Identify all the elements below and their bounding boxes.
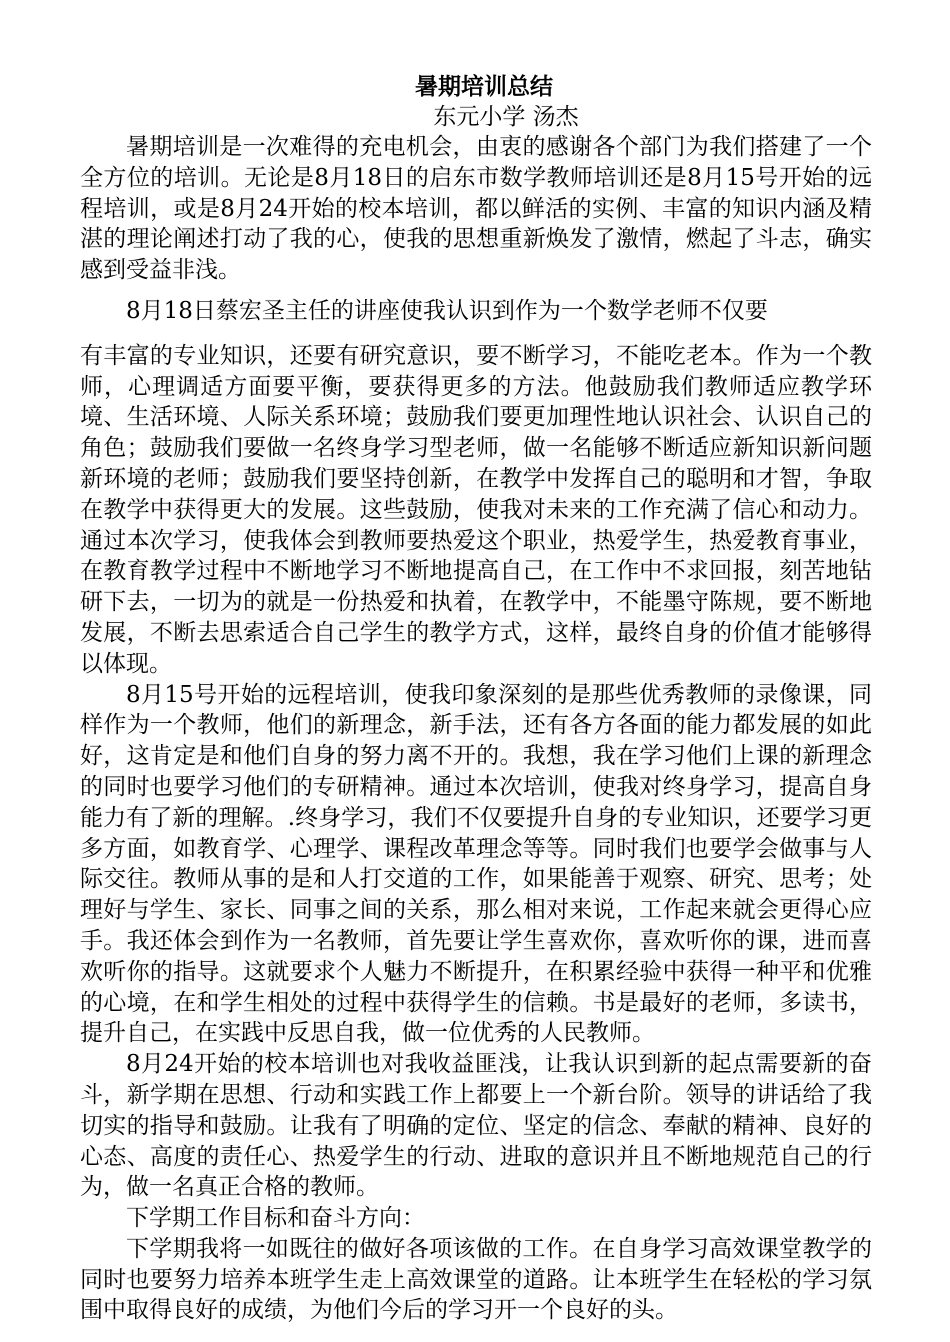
document-page (80, 72, 872, 1326)
paragraph-lecture-lead: 8月18日蔡宏圣主任的讲座使我认识到作为一个数学老师不仅要 (126, 297, 768, 324)
paragraph-intro: 暑期培训是一次难得的充电机会，由衷的感谢各个部门为我们搭建了一个全方位的培训。无论是8月18日的启东市数学教师培训还是8月15号开始的远程培训，或是8月24开始的校本培训，都以鲜活的实例、丰富的知识内涵及精湛的理论阐述打动了我的心，使我的思想重新焕发了激情，燃起了斗志，确实感到受益非浅。 (80, 134, 872, 284)
paragraph-school-training: 8月24开始的校本培训也对我收益匪浅，让我认识到新的起点需要新的奋斗，新学期在思想、行动和实践工作上都要上一个新台阶。领导的讲话给了我切实的指导和鼓励。让我有了明确的定位、坚定的信念、奉献的精神、良好的心态、高度的责任心、热爱学生的行动、进取的意识并且不断地规范自己的行为，做一名真正合格的教师。 (80, 1051, 872, 1201)
document-author: 东元小学 汤杰 (433, 104, 579, 130)
paragraph-goals-heading: 下学期工作目标和奋斗方向： (126, 1205, 425, 1232)
document-title: 暑期培训总结 (415, 73, 553, 100)
paragraph-lecture-body: 有丰富的专业知识，还要有研究意识，要不断学习，不能吃老本。作为一个教师，心理调适方面要平衡，要获得更多的方法。他鼓励我们教师适应教学环境、生活环境、人际关系环境；鼓励我们要更加理性地认识社会、认识自己的角色；鼓励我们要做一名终身学习型老师，做一名能够不断适应新知识新问题新环境的老师；鼓励我们要坚持创新，在教学中发挥自己的聪明和才智，争取在教学中获得更大的发展。这些鼓励，使我对未来的工作充满了信心和动力。通过本次学习，使我体会到教师要热爱这个职业，热爱学生，热爱教育事业，在教育教学过程中不断地学习不断地提高自己，在工作中不求回报，刻苦地钻研下去，一切为的就是一份热爱和执着，在教学中，不能墨守陈规，要不断地发展，不断去思索适合自己学生的教学方式，这样，最终自身的价值才能够得以体现。 (80, 342, 872, 677)
paragraph-goals-body: 下学期我将一如既往的做好各项该做的工作。在自身学习高效课堂教学的同时也要努力培养本班学生走上高效课堂的道路。让本班学生在轻松的学习氛围中取得良好的成绩，为他们今后的学习开一个良好的头。 (80, 1235, 872, 1324)
paragraph-remote-training: 8月15号开始的远程培训，使我印象深刻的是那些优秀教师的录像课，同样作为一个教师，他们的新理念，新手法，还有各方各面的能力都发展的如此好，这肯定是和他们自身的努力离不开的。我想，我在学习他们上课的新理念的同时也要学习他们的专研精神。通过本次培训，使我对终身学习，提高自身能力有了新的理解。.终身学习，我们不仅要提升自身的专业知识，还要学习更多方面，如教育学、心理学、课程改革理念等等。同时我们也要学会做事与人际交往。教师从事的是和人打交道的工作，如果能善于观察、研究、思考；处理好与学生、家长、同事之间的关系，那么相对来说，工作起来就会更得心应手。我还体会到作为一名教师，首先要让学生喜欢你，喜欢听你的课，进而喜欢听你的指导。这就要求个人魅力不断提升，在积累经验中获得一种平和优雅的心境，在和学生相处的过程中获得学生的信赖。书是最好的老师，多读书，提升自己，在实践中反思自我，做一位优秀的人民教师。 (80, 681, 872, 1047)
